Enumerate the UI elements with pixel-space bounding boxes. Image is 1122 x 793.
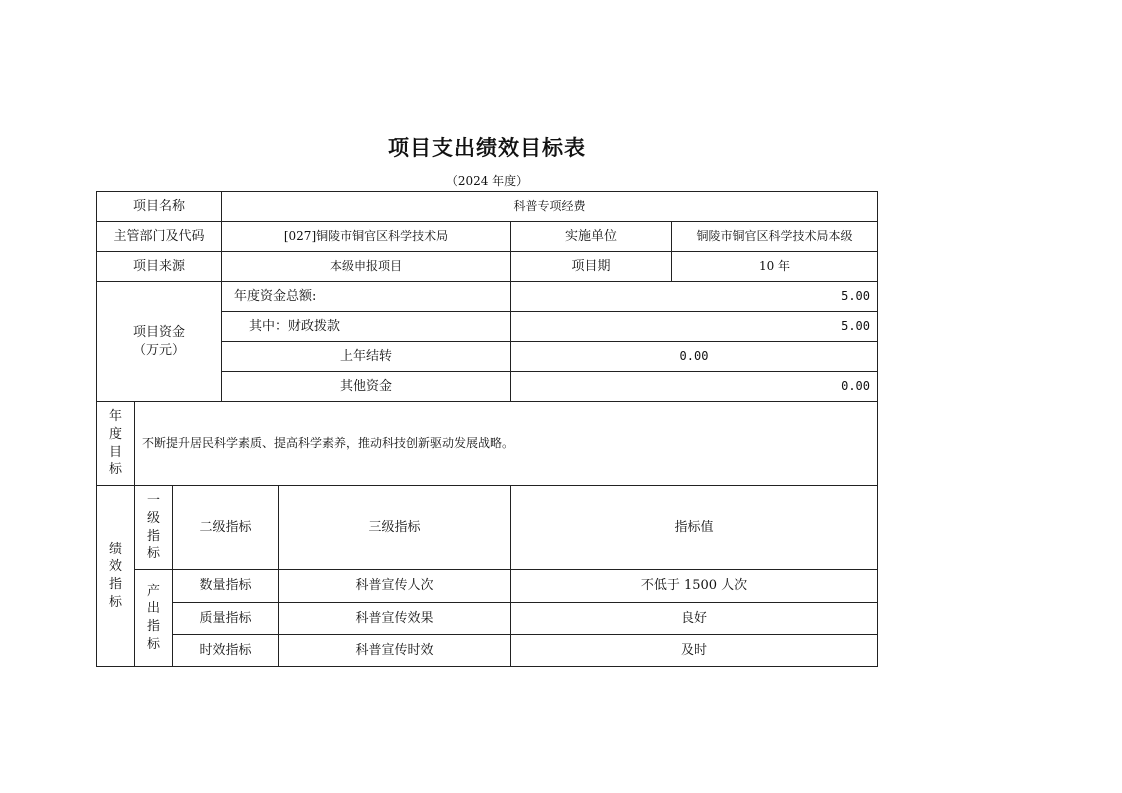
annual-goal-text: 不断提升居民科学素质、提高科学素养，推动科技创新驱动发展战略。 [134,401,878,486]
funds-label-line2: （万元） [132,342,185,358]
annual-goal-label: 年 度 目 标 [96,401,135,486]
dept-label: 主管部门及代码 [96,221,222,252]
funds-carryover-value: 0.00 [510,341,878,372]
funds-total-label: 年度资金总额: [221,281,511,312]
period-value: 10 年 [671,251,878,282]
funds-label-line1: 项目资金 [132,324,185,340]
level2-header: 二级指标 [172,485,279,570]
page-subtitle: （2024 年度） [445,174,529,188]
funds-other-value: 0.00 [510,371,878,402]
impl-value: 铜陵市铜官区科学技术局本级 [671,221,878,252]
value-header: 指标值 [510,485,878,570]
table-row-level3: 科普宣传效果 [278,602,511,635]
funds-total-value: 5.00 [510,281,878,312]
funds-fiscal-value: 5.00 [510,311,878,342]
funds-carryover-label: 上年结转 [221,341,511,372]
funds-label [96,281,222,402]
page-title: 项目支出绩效目标表 [388,135,586,160]
table-row-level2: 时效指标 [172,634,279,667]
funds-fiscal-label: 其中：财政拨款 [221,311,511,342]
table-row-value: 及时 [510,634,878,667]
dept-value: [027]铜陵市铜官区科学技术局 [221,221,511,252]
project-name-value: 科普专项经费 [221,191,878,222]
table-row-level2: 数量指标 [172,569,279,603]
impl-label: 实施单位 [510,221,672,252]
project-name-label: 项目名称 [96,191,222,222]
table-row-level3: 科普宣传人次 [278,569,511,603]
table-row-value: 不低于 1500 人次 [510,569,878,603]
funds-other-label: 其他资金 [221,371,511,402]
level3-header: 三级指标 [278,485,511,570]
performance-label: 绩 效 指 标 [96,485,135,667]
period-label: 项目期 [510,251,672,282]
table-row-level3: 科普宣传时效 [278,634,511,667]
table-row-level2: 质量指标 [172,602,279,635]
table-row-value: 良好 [510,602,878,635]
source-label: 项目来源 [96,251,222,282]
output-indicator-label: 产 出 指 标 [134,569,173,667]
level1-header: 一 级 指 标 [134,485,173,570]
source-value: 本级申报项目 [221,251,511,282]
